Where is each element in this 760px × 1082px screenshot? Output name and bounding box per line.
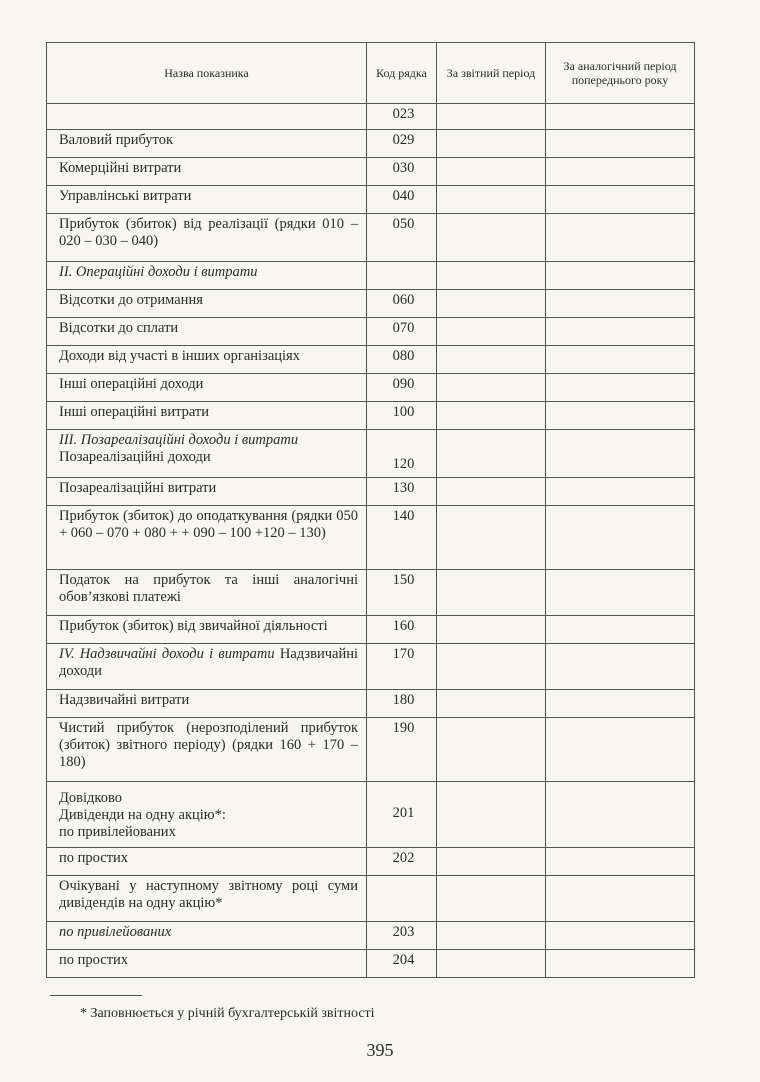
row-code: 070 <box>367 318 437 346</box>
row-name: Інші операційні доходи <box>47 374 367 402</box>
row-current-value <box>437 346 546 374</box>
row-name-block <box>47 430 367 478</box>
row-name: по привілейованих <box>59 824 176 840</box>
row-current-value <box>437 616 546 644</box>
row-code: 202 <box>367 848 437 876</box>
row-previous-value <box>546 318 695 346</box>
row-previous-value <box>546 690 695 718</box>
row-code: 160 <box>367 616 437 644</box>
row-current-value <box>437 506 546 570</box>
table-row <box>47 848 695 876</box>
row-name: Чистий прибуток (нерозподілений прибуток (збиток) звітного періоду) (рядки 160 + 170 – 180) <box>47 718 367 782</box>
row-previous-value <box>546 346 695 374</box>
section-row <box>47 262 695 290</box>
row-previous-value <box>546 478 695 506</box>
row-previous-value <box>546 130 695 158</box>
row-current-value <box>437 290 546 318</box>
row-previous-value <box>546 950 695 978</box>
row-name: Валовий прибуток <box>47 130 367 158</box>
footnote: * Заповнюється у річній бухгалтерській звітності <box>80 1006 375 1021</box>
row-code: 023 <box>367 104 437 130</box>
section-title: II. Операційні доходи і витрати <box>47 262 367 290</box>
row-previous-value <box>546 214 695 262</box>
row-previous-value <box>546 262 695 290</box>
row-previous-value <box>546 430 695 478</box>
header-row <box>47 43 695 104</box>
header-current-period: За звітний період <box>437 43 546 104</box>
page-number: 395 <box>366 1040 394 1060</box>
row-current-value <box>437 104 546 130</box>
row-name: Позареалізаційні витрати <box>47 478 367 506</box>
table-row <box>47 782 695 848</box>
row-current-value <box>437 848 546 876</box>
row-current-value <box>437 644 546 690</box>
row-current-value <box>437 402 546 430</box>
row-previous-value <box>546 876 695 922</box>
row-previous-value <box>546 186 695 214</box>
row-previous-value <box>546 374 695 402</box>
row-name: Надзвичайні доходи <box>59 646 358 679</box>
row-code: 204 <box>367 950 437 978</box>
row-code: 040 <box>367 186 437 214</box>
row-code: 050 <box>367 214 437 262</box>
row-name <box>47 104 367 130</box>
table-row <box>47 922 695 950</box>
row-previous-value <box>546 104 695 130</box>
row-code: 190 <box>367 718 437 782</box>
row-current-value <box>437 922 546 950</box>
table-row <box>47 318 695 346</box>
row-code <box>367 262 437 290</box>
row-code: 060 <box>367 290 437 318</box>
row-code: 130 <box>367 478 437 506</box>
table-row <box>47 130 695 158</box>
row-current-value <box>437 570 546 616</box>
row-previous-value <box>546 782 695 848</box>
row-current-value <box>437 876 546 922</box>
row-previous-value <box>546 848 695 876</box>
row-current-value <box>437 130 546 158</box>
row-name: Надзвичайні витрати <box>47 690 367 718</box>
row-current-value <box>437 158 546 186</box>
row-name: по простих <box>47 950 367 978</box>
row-name: Доходи від участі в інших організаціях <box>47 346 367 374</box>
row-current-value <box>437 718 546 782</box>
table-row <box>47 346 695 374</box>
row-code: 170 <box>367 644 437 690</box>
table-row <box>47 570 695 616</box>
row-name: Податок на прибуток та інші аналогічні обов’язкові платежі <box>47 570 367 616</box>
row-current-value <box>437 374 546 402</box>
row-code: 201 <box>367 782 437 848</box>
row-code: 140 <box>367 506 437 570</box>
row-current-value <box>437 214 546 262</box>
table-row <box>47 616 695 644</box>
row-previous-value <box>546 616 695 644</box>
row-code: 180 <box>367 690 437 718</box>
row-current-value <box>437 950 546 978</box>
row-name: Прибуток (збиток) від реалізації (рядки 010 – 020 – 030 – 040) <box>47 214 367 262</box>
table-row <box>47 950 695 978</box>
row-code: 120 <box>367 430 437 478</box>
table-row <box>47 690 695 718</box>
row-code <box>367 876 437 922</box>
row-previous-value <box>546 922 695 950</box>
row-code: 100 <box>367 402 437 430</box>
row-previous-value <box>546 718 695 782</box>
row-name: Відсотки до сплати <box>47 318 367 346</box>
table-row <box>47 374 695 402</box>
table-row <box>47 214 695 262</box>
row-name: по привілейованих <box>47 922 367 950</box>
section-title: III. Позареалізаційні доходи і витрати <box>59 432 299 448</box>
row-name: Позареалізаційні доходи <box>59 449 211 465</box>
table-row <box>47 644 695 690</box>
row-previous-value <box>546 570 695 616</box>
section-title: IV. Надзвичайні доходи і витрати <box>59 646 275 662</box>
table-row <box>47 290 695 318</box>
row-name: Очікувані у наступному звітному році суми дивідендів на одну акцію* <box>47 876 367 922</box>
table-row <box>47 186 695 214</box>
row-previous-value <box>546 402 695 430</box>
row-name: Управлінські витрати <box>47 186 367 214</box>
row-name-block <box>47 644 367 690</box>
row-code: 080 <box>367 346 437 374</box>
row-name: по простих <box>47 848 367 876</box>
row-current-value <box>437 478 546 506</box>
row-name: Прибуток (збиток) від звичайної діяльності <box>47 616 367 644</box>
table-row <box>47 506 695 570</box>
table-row <box>47 158 695 186</box>
row-name: Прибуток (збиток) до оподаткування (рядки 050 + 060 – 070 + 080 + + 090 – 100 +120 – 130) <box>47 506 367 570</box>
row-current-value <box>437 186 546 214</box>
table-row <box>47 876 695 922</box>
table-row <box>47 718 695 782</box>
row-previous-value <box>546 644 695 690</box>
row-code: 090 <box>367 374 437 402</box>
row-current-value <box>437 318 546 346</box>
header-name: Назва показника <box>47 43 367 104</box>
row-code: 203 <box>367 922 437 950</box>
row-current-value <box>437 262 546 290</box>
table-row <box>47 430 695 478</box>
table-row <box>47 104 695 130</box>
row-current-value <box>437 782 546 848</box>
header-code: Код рядка <box>367 43 437 104</box>
row-code: 029 <box>367 130 437 158</box>
table-row <box>47 478 695 506</box>
row-name-block <box>47 782 367 848</box>
row-current-value <box>437 690 546 718</box>
footnote-divider <box>50 995 142 996</box>
row-name: Довідково <box>59 790 122 806</box>
row-name: Інші операційні витрати <box>47 402 367 430</box>
row-previous-value <box>546 506 695 570</box>
row-code: 150 <box>367 570 437 616</box>
header-previous-period: За аналогічний період попереднього року <box>546 43 695 104</box>
report-table <box>46 42 695 978</box>
row-name: Комерційні витрати <box>47 158 367 186</box>
row-previous-value <box>546 290 695 318</box>
row-name: Відсотки до отримання <box>47 290 367 318</box>
row-code: 030 <box>367 158 437 186</box>
table-row <box>47 402 695 430</box>
row-current-value <box>437 430 546 478</box>
row-previous-value <box>546 158 695 186</box>
row-name: Дивіденди на одну акцію*: <box>59 807 226 823</box>
